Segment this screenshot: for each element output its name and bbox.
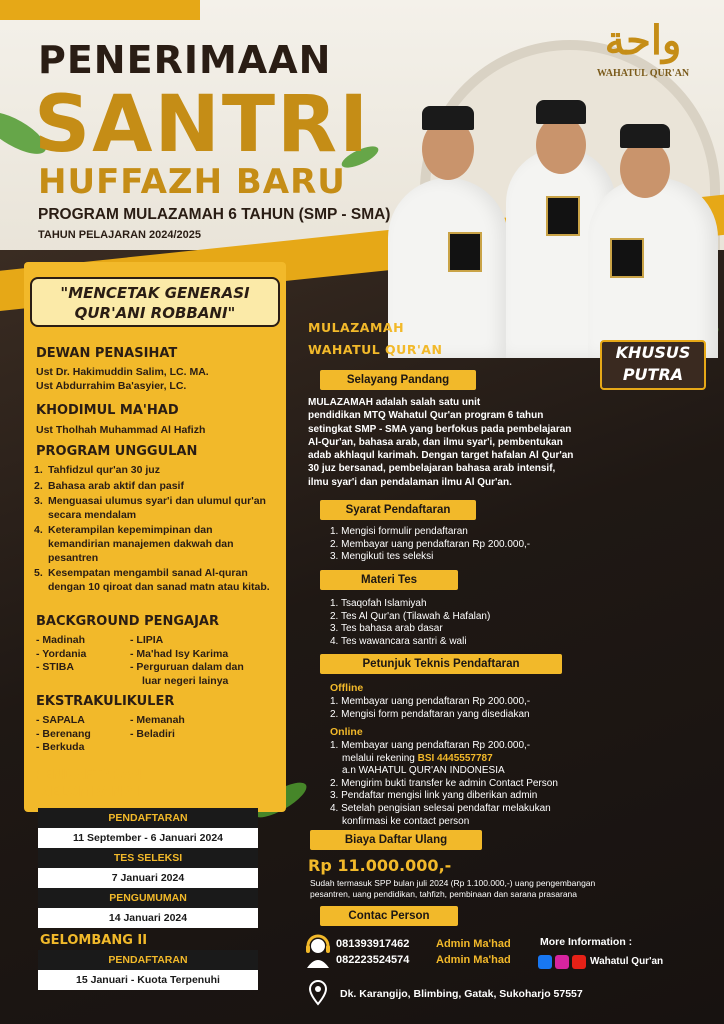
motto-line-1: "MENCETAK GENERASI (60, 284, 250, 302)
online-item: 1. Membayar uang pendaftaran Rp 200.000,- (330, 740, 531, 751)
khodim-member: Ust Tholhah Muhammad Al Hafizh (36, 424, 206, 436)
syarat-item: 1. Mengisi formulir pendaftaran (330, 526, 468, 537)
badge-line-1: KHUSUS (615, 343, 691, 362)
phone-number[interactable]: 082223524574 (336, 954, 410, 966)
background-item: - Madinah (36, 634, 85, 646)
student-figure (588, 178, 718, 358)
schedule-label: PENDAFTARAN (38, 950, 258, 970)
academic-year: TAHUN PELAJARAN 2024/2025 (38, 229, 202, 241)
biaya-price: Rp 11.000.000,- (308, 856, 452, 875)
materi-pill: Materi Tes (320, 570, 458, 590)
online-item: a.n WAHATUL QUR'AN INDONESIA (342, 765, 505, 777)
selayang-line: Al-Qur'an, bahasa arab, dan ilmu syar'i, pembentukan (308, 436, 563, 448)
online-label: Online (330, 726, 363, 738)
schedule-label: TES SELEKSI (38, 848, 258, 868)
background-col-a (36, 634, 86, 675)
program-list (34, 464, 274, 596)
background-item: - Ma'had Isy Karima (130, 647, 229, 660)
social-account-name: Wahatul Qur'an (590, 956, 664, 967)
quran-book-icon (610, 238, 644, 278)
student-head (620, 140, 670, 198)
schedule-value: 11 September - 6 Januari 2024 (38, 828, 258, 848)
quran-book-icon (546, 196, 580, 236)
khodim-heading: KHODIMUL MA'HAD (36, 403, 179, 418)
online-item: 4. Setelah pengisian selesai pendaftar melakukan (330, 802, 551, 814)
motto-box (30, 277, 280, 327)
materi-item: 1. Tsaqofah Islamiyah (330, 598, 427, 609)
motto-line-2: QUR'ANI ROBBANI" (74, 304, 236, 322)
materi-item: 4. Tes wawancara santri & wali (330, 635, 467, 647)
arabic-calligraphy-logo-icon: واحة (604, 17, 682, 64)
program-item: 5. Kesempatan mengambil sanad Al-quran dengan 10 qiroat dan sanad matn atau kitab. (34, 567, 270, 593)
instagram-icon[interactable] (555, 955, 569, 969)
gold-band-decoration (0, 0, 200, 20)
syarat-item: 2. Membayar uang pendaftaran Rp 200.000,- (330, 538, 531, 550)
syarat-list (330, 526, 700, 564)
selayang-line: adab akhlaqul karimah. Dengan target hafalan Al Qur'an (308, 450, 574, 462)
online-item (330, 753, 700, 766)
gelombang-2-heading: GELOMBANG II (40, 933, 148, 948)
schedule-value: 15 Januari - Kuota Terpenuhi (38, 970, 258, 990)
ekstra-col-b (130, 714, 185, 741)
peci-cap-icon (422, 106, 474, 130)
selayang-line: MULAZAMAH adalah salah satu unit (308, 397, 481, 408)
wahatul-heading: WAHATUL QUR'AN (308, 342, 443, 357)
badge-line-2: PUTRA (622, 365, 684, 384)
syarat-pill: Syarat Pendaftaran (320, 500, 476, 520)
background-item: - Perguruan dalam dan (130, 661, 244, 673)
background-heading: BACKGROUND PENGAJAR (36, 614, 219, 629)
background-item: - Yordania (36, 647, 87, 660)
ekstra-item: - Berkuda (36, 741, 85, 753)
title-line-2: SANTRI (34, 80, 371, 170)
registration-heading: PENDAFTARAN (34, 768, 142, 783)
dewan-member: Ust Abdurrahim Ba'asyier, LC. (36, 380, 187, 392)
selayang-pill: Selayang Pandang (320, 370, 476, 390)
online-item: 2. Mengirim bukti transfer ke admin Contact Person (330, 777, 558, 789)
customer-service-icon (304, 934, 332, 968)
more-information-label: More Information : (540, 936, 633, 948)
schedule-label: PENGUMUMAN (38, 888, 258, 908)
schedule-value: 7 Januari 2024 (38, 868, 258, 888)
materi-item: 2. Tes Al Qur'an (Tilawah & Hafalan) (330, 610, 491, 622)
gelombang-1-heading: GELOMBANG I (40, 785, 143, 800)
students-photo (388, 92, 724, 358)
offline-label: Offline (330, 682, 364, 694)
bank-account: BSI 4445557787 (417, 752, 493, 764)
ekstra-item: - SAPALA (36, 714, 85, 726)
quran-book-icon (448, 232, 482, 272)
khusus-putra-badge (600, 340, 706, 390)
phone-owner: Admin Ma'had (436, 938, 511, 950)
phone-number[interactable]: 081393917462 (336, 938, 410, 950)
syarat-item: 3. Mengikuti tes seleksi (330, 551, 434, 563)
student-head (536, 116, 586, 174)
background-item: - STIBA (36, 661, 74, 673)
program-item: 4. Keterampilan kepemimpinan dan kemandirian manajemen dakwah dan pesantren (34, 524, 234, 564)
address: Dk. Karangijo, Blimbing, Gatak, Sukoharjo 57557 (340, 988, 583, 1000)
wahatul-quran-logo (584, 14, 702, 94)
biaya-note (310, 878, 710, 900)
online-item-text: melalui rekening (342, 752, 418, 764)
background-item: luar negeri lainya (142, 674, 229, 687)
schedule-value: 14 Januari 2024 (38, 908, 258, 928)
location-pin-icon (308, 980, 328, 1006)
online-item: konfirmasi ke contact person (342, 815, 470, 827)
peci-cap-icon (620, 124, 670, 148)
selayang-line: 30 juz bersanad, pembelajaran bahasa arab intensif, (308, 463, 556, 475)
program-subtitle: PROGRAM MULAZAMAH 6 TAHUN (SMP - SMA) (38, 206, 391, 223)
offline-list (330, 696, 700, 721)
online-item: 3. Pendaftar mengisi link yang diberikan admin (330, 790, 538, 802)
offline-item: 2. Mengisi form pendaftaran yang disediakan (330, 708, 530, 720)
mulazamah-heading: MULAZAMAH (308, 320, 405, 335)
title-line-3: HUFFAZH BARU (38, 162, 346, 202)
title-line-1: PENERIMAAN (38, 38, 332, 82)
online-list (330, 740, 700, 828)
selayang-line: setingkat SMP - SMA yang berfokus pada pembelajaran (308, 423, 572, 435)
ekstra-heading: EKSTRAKULIKULER (36, 694, 175, 709)
facebook-icon[interactable] (538, 955, 552, 969)
materi-item: 3. Tes bahasa arab dasar (330, 623, 443, 635)
background-item: - LIPIA (130, 634, 164, 646)
background-col-b (130, 634, 244, 688)
selayang-line: pendidikan MTQ Wahatul Qur'an program 6 tahun (308, 410, 544, 422)
peci-cap-icon (536, 100, 586, 124)
dewan-member: Ust Dr. Hakimuddin Salim, LC. MA. (36, 366, 209, 378)
ekstra-item: - Beladiri (130, 727, 175, 740)
juknis-pill: Petunjuk Teknis Pendaftaran (320, 654, 562, 674)
youtube-icon[interactable] (572, 955, 586, 969)
ekstra-item: - Berenang (36, 727, 91, 740)
program-item: 1. Tahfidzul qur'an 30 juz (34, 464, 160, 476)
program-item: 3. Menguasai ulumus syar'i dan ulumul qur'an secara mendalam (34, 495, 266, 521)
schedule-label: PENDAFTARAN (38, 808, 258, 828)
selayang-text (308, 396, 708, 489)
dewan-heading: DEWAN PENASIHAT (36, 346, 178, 361)
program-item: 2. Bahasa arab aktif dan pasif (34, 479, 184, 492)
phone-owner: Admin Ma'had (436, 954, 511, 966)
ekstra-col-a (36, 714, 91, 755)
program-heading: PROGRAM UNGGULAN (36, 444, 198, 459)
ekstra-item: - Memanah (130, 714, 185, 726)
biaya-note-line: Sudah termasuk SPP bulan juli 2024 (Rp 1.100.000,-) uang pengembangan (310, 878, 596, 888)
contact-pill: Contac Person (320, 906, 458, 926)
selayang-line: ilmu syar'i dan pendalaman ilmu Al Qur'an. (308, 476, 512, 488)
biaya-pill: Biaya Daftar Ulang (310, 830, 482, 850)
materi-list (330, 598, 700, 648)
logo-text: WAHATUL QUR'AN (596, 68, 690, 79)
biaya-note-line: pesantren, uang pendidikan, tahfizh, pembinaan dan sarana prasarana (310, 889, 577, 899)
offline-item: 1. Membayar uang pendaftaran Rp 200.000,- (330, 696, 531, 707)
